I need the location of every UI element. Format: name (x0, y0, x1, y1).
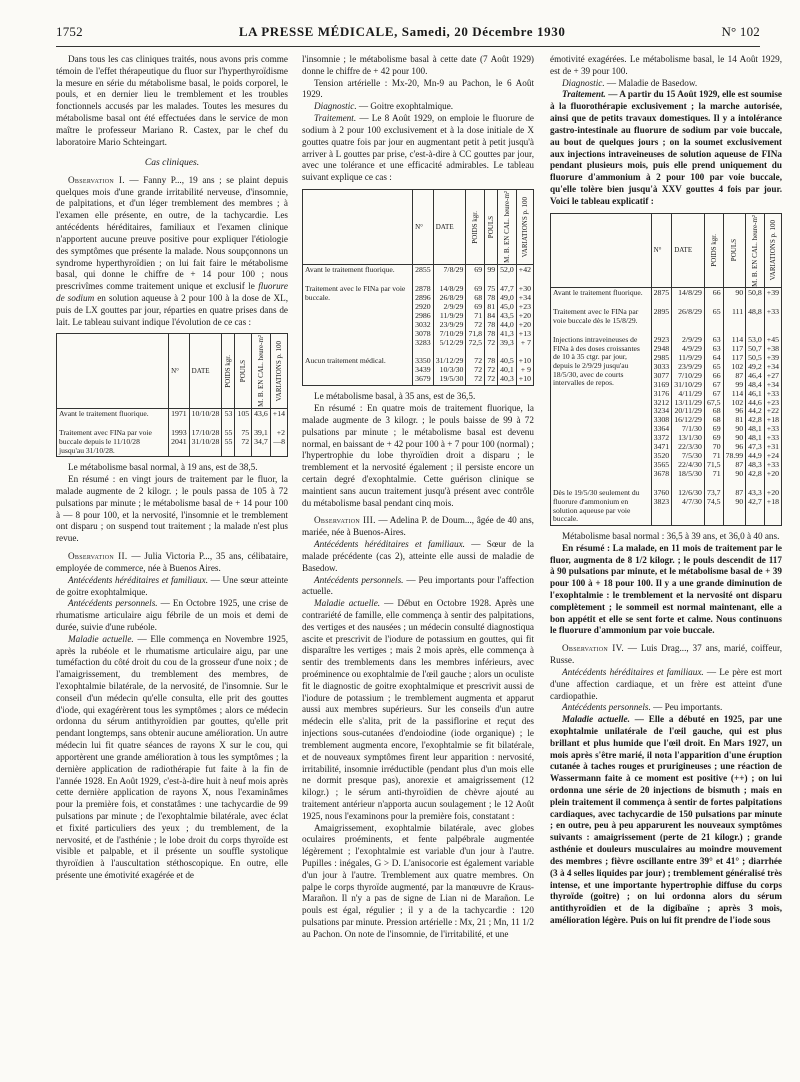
table-cell: 43,6 (252, 409, 271, 420)
obs-emphasis: fluorure de sodium (56, 281, 288, 303)
table-cell: 90 (723, 288, 746, 299)
table-row (551, 335, 782, 480)
table-row-gap (551, 299, 782, 307)
table-gap-cell (746, 480, 765, 488)
intro-paragraph: Dans tous les cas cliniques traités, nous avons pris comme témoin de l'effet thérapeutique du fluor sur l'hyperthyroïdisme la mesure en série du métabolisme basal, le poids corporel, le pouls, et en dernier lieu le tremblement et les troubles fonctionnels accusés par les malades. Toutes les mesures du métabolisme basal ont été effectuées dans le service de mon maître le professeur Mariano R. Castex, par le chef du laboratoire Mario Schteingart. (56, 54, 288, 147)
table-header: POULS (235, 334, 252, 409)
table-row (551, 488, 782, 525)
table-row-gap (303, 348, 534, 356)
table-gap-cell (516, 276, 533, 284)
obs-text: — Fanny P..., 19 ans ; se plaint depuis quelques mois d'une grande irritabilité nerveuse, d'insomnie, de palpitations, et d'un léger tremblement des membres ; à l'examen elle présente, en outre, de la tachycardie. Les antécédents héréditaires, familiaux et l'examen clinique n'apportent aucune preuve positive pour expliquer l'étiologie des symptômes que présente la malade. Nous soupçonnons un syndrome hyperthyroïdien ; on lui fait faire le métabolisme basal, qui donne le chiffre de + 14 pour 100 ; nous prescrivîmes comme traitement unique et exclusif le (56, 174, 289, 292)
table-gap-cell (651, 299, 672, 307)
table-gap-cell (551, 299, 652, 307)
table-header-blank (57, 334, 169, 409)
obs2-personal (56, 598, 288, 633)
table-row (303, 356, 534, 385)
table-gap-cell (413, 348, 434, 356)
table-cell: +45 +38 +39 +34 +27 +34 +33 +23 +22 +18 +33 +33 +31 +24 +33 +20 (764, 335, 781, 480)
obs3-continued: émotivité exagérées. Le métabolisme basal, le 14 Août 1929, est de + 39 pour 100. (550, 54, 782, 76)
table-cell: 111 (723, 307, 746, 326)
subheading: Maladie actuelle. (562, 714, 630, 725)
table-cell: 63 63 64 65 66 67 67 67,5 68 68 69 69 70 71 71,5 71 (704, 335, 723, 480)
issue-number: N° 102 (721, 24, 760, 39)
table-cell: 53 (222, 409, 235, 420)
row-label: Traitement avec FINa par voie buccale depuis le 11/10/28 jusqu'au 31/10/28. (57, 428, 169, 457)
t3-note: Métabolisme basal normal : 36,5 à 39 ans, et 36,0 à 40 ans. (562, 530, 780, 541)
table-header: N° (413, 189, 434, 264)
obs3-exam: Amaigrissement, exophtalmie bilatérale, avec globes oculaires proéminents, et fente palpébrale augmentée légèrement ; l'exophtalmie est variable d'un jour à l'autre. Pupilles : inégales, G > D. L'anisocorie est également variable d'un jour à l'autre. Tremblement aux quatre membres. On palpe le corps thyroïde augmenté, par la manœuvre de Kraus-Marañon. Il n'y a pas de signe de Lian ni de Marañon. Le pouls est égal, régulier ; il y a de la tachycardie : 120 pulsations par minute. Pression artérielle : Mx, 21 ; Mn, 11 1/2 au Pachon. On note de l'insomnie, de l'irritabilité, et une (302, 822, 534, 939)
observation-1 (56, 175, 288, 329)
table-cell: 53,0 50,7 50,5 49,2 46,4 48,4 46,1 44,6 44,2 42,8 48,1 48,1 47,3 44,9 48,3 42,8 (746, 335, 765, 480)
table-gap-cell (704, 480, 723, 488)
table-gap-cell (672, 480, 705, 488)
obs3-diagnosis (550, 78, 782, 90)
table-cell: 10/10/28 (189, 409, 222, 420)
journal-title: LA PRESSE MÉDICALE, Samedi, 20 Décembre 1930 (238, 24, 566, 39)
table-cell: 26/8/29 (672, 307, 705, 326)
table-header: POIDS kgr. (704, 213, 723, 288)
table-cell: +10 + 9 +10 (516, 356, 533, 385)
table-cell: 39,1 34,7 (252, 428, 271, 457)
table-row (57, 409, 288, 420)
table-header: VARIATIONS p. 100 (516, 189, 533, 264)
table-header: M. B. EN CAL. heure-m² (746, 213, 765, 288)
table-gap-cell (235, 420, 252, 428)
table-cell: 55 55 (222, 428, 235, 457)
table-cell: +39 (764, 288, 781, 299)
obs-text: — Julia Victoria P..., 35 ans, célibataire, employée de commerce, née à Buenos Aires. (56, 551, 288, 573)
table-header: DATE (189, 334, 222, 409)
table-cell: 87 90 (723, 488, 746, 525)
table-row-gap (551, 327, 782, 335)
obs2-diagnosis (302, 101, 534, 113)
subheading: Antécédents personnels. (314, 574, 404, 585)
subtext: — En Octobre 1925, une crise de rhumatisme articulaire aigu fébrile de un mois et demi de durée, suivie d'une rubéole. (56, 598, 288, 632)
table-gap-cell (169, 420, 190, 428)
table-cell: 75 78 81 84 78 78 72 (485, 284, 498, 349)
table-gap-cell (433, 348, 466, 356)
table-gap-cell (723, 299, 746, 307)
table-row (303, 284, 534, 349)
table-cell: 17/10/28 31/10/28 (189, 428, 222, 457)
row-label: Injections intraveineuses de FINa à des doses croissantes de 10 à 35 ctgr. par jour, depuis le 2/9/29 jusqu'au 18/5/30, avec de courts intervalles de repos. (551, 335, 652, 480)
subheading: Diagnostic. (314, 101, 357, 112)
table-cell: 75 72 (235, 428, 252, 457)
table-row (57, 428, 288, 457)
table-cell: 47,7 49,0 45,0 43,5 44,0 41,3 39,3 (498, 284, 517, 349)
table-cell: 52,0 (498, 264, 517, 275)
table-row (551, 307, 782, 326)
table-gap-cell (723, 480, 746, 488)
subheading: Traitement. (314, 113, 357, 124)
table-cell: 3760 3823 (651, 488, 672, 525)
table-gap-cell (746, 327, 765, 335)
table-header: DATE (433, 189, 466, 264)
subheading: Maladie actuelle. (314, 598, 381, 609)
table-gap-cell (189, 420, 222, 428)
table-cell: 65 (704, 307, 723, 326)
table-gap-cell (498, 348, 517, 356)
obs2-treatment (302, 113, 534, 184)
column-2 (302, 54, 534, 941)
table-header: VARIATIONS p. 100 (764, 213, 781, 288)
page-header (56, 24, 760, 47)
obs2-tension: Tension artérielle : Mx-20, Mn-9 au Pachon, le 6 Août 1929. (302, 77, 534, 100)
table-cell: 114 117 117 102 87 99 114 102 96 81 90 90 96 78.99 87 90 (723, 335, 746, 480)
subtext: — Le 8 Août 1929, on emploie le fluorure de sodium à 2 pour 100 exclusivement et à la dose initiale de X gouttes quatre fois par jour en augmentant petit à petit jusqu'à arriver à L gouttes par prise, c'est-à-dire à CC gouttes par jour, avec une tolérance et une efficacité admirables. Le tableau suivant explique ce cas : (302, 113, 534, 183)
subtext: — Le père est mort d'une affection cardiaque, et un frère est atteint d'une cardiopathie. (550, 666, 782, 701)
obs2-illness (56, 634, 288, 882)
table-gap-cell (222, 420, 235, 428)
obs-label: Observation IV. (562, 643, 624, 654)
table-cell: 105 (235, 409, 252, 420)
table-gap-cell (252, 420, 271, 428)
subtext: — Elle commença en Novembre 1925, après la rubéole et le rhumatisme articulaire aigu, par une tuméfaction du côté droit du cou de la grosseur d'une noix ; de l'amaigrissement, du tremblement des membres, de l'exophtalmie bilatérale, de la nervosité, de l'insomnie. Sur le conseil d'un médecin qu'elle consulta, elle prit des gouttes d'iode, qui exagérèrent tous les symptômes ; alors ce médecin ordonna du sérum antithyroïdien par gouttes, qu'elle prit pendant longtemps, sans obtenir aucune amélioration. Un autre médecin lui fit quatre séances de rayons X sur le cou, qui apportèrent une grande amélioration à tous les symptômes ; la dernière application de radiothérapie fut faite à la fin de l'année 1928. En Août 1929, c'est-à-dire huit à neuf mois après cette dernière application de rayons X, nous l'examinâmes pour la première fois, et constatâmes : une tachycardie de 99 pulsations par minute ; de l'exophtalmie bilatérale, avec éclat et fixité particuliers des yeux ; du tremblement, de la nervosité, et de l'asthénie ; le lobe droit du corps thyroïde est visible et palpable, et il présente un souffle systolique thyroïdien à l'auscultation stéthoscopique. En outre, elle présente une émotivité exagérée et de (56, 633, 288, 881)
table-gap-cell (433, 276, 466, 284)
subtext: — Elle a débuté en 1925, par une exophtalmie unilatérale de l'œil gauche, qui est plus brillant et plus humide que l'œil droit. En Mars 1927, un mois après s'être marié, il nota l'apparition d'une éruption cutanée à taches rouges et prurigineuses ; une réaction de Wassermann faite à ce moment est positive (++) ; on lui ordonna une série de 20 injections de bismuth ; mais en plein traitement il commença à sentir de fortes palpitations cardiaques, avec tachycardie de 150 pulsations par minute ; en outre, peu à peu apparurent les nouveaux symptômes suivants : amaigrissement (perte de 21 kilogr.) ; grande asthénie et douleurs musculaires au moindre mouvement des membres ; fièvre oscillante entre 39° et 41° ; diarrhée (3 à 4 selles liquides par jour) ; tremblement généralisé très intense, et une importante hypertrophie diffuse du corps thyroïde (goitre) ; on lui ordonna alors du sérum antithyroïdien et de la digibaïne ; après 3 mois, amélioration légère. Puis on lui fit prendre de l'iode sous (550, 714, 782, 925)
table-row-gap (303, 276, 534, 284)
table-cell: 14/8/29 26/8/29 2/9/29 11/9/29 23/9/29 7/10/29 5/12/29 (433, 284, 466, 349)
section-title: Cas cliniques. (144, 156, 200, 168)
table-header: DATE (672, 213, 705, 288)
table-gap-cell (485, 348, 498, 356)
table-cell: +30 +34 +23 +20 +20 +13 + 7 (516, 284, 533, 349)
obs3-treatment (550, 89, 782, 207)
table-cell: 31/12/29 10/3/30 19/5/30 (433, 356, 466, 385)
table-gap-cell (466, 348, 485, 356)
table-gap-cell (746, 299, 765, 307)
column-3 (550, 54, 782, 927)
table-cell: 2895 (651, 307, 672, 326)
obs4-hereditary (550, 667, 782, 702)
subheading: Traitement. (562, 89, 606, 100)
page-number: 1752 (56, 24, 83, 39)
table-gap-cell (303, 276, 413, 284)
table-cell: 2875 (651, 288, 672, 299)
obs3-illness (302, 598, 534, 822)
column-1 (56, 54, 288, 882)
obs-label: Observation II. (68, 551, 128, 562)
table-cell: 2923 2948 2985 3033 3077 3169 3176 3212 3234 3308 3364 3372 3471 3520 3565 3678 (651, 335, 672, 480)
row-label: Traitement avec le FINa par voie buccale dès le 15/8/29. (551, 307, 652, 326)
table-gap-cell (764, 480, 781, 488)
table-cell: 1993 2041 (169, 428, 190, 457)
table-header: POIDS kgr. (466, 189, 485, 264)
table-cell: 40,5 40,1 40,3 (498, 356, 517, 385)
table-header-blank (551, 213, 652, 288)
t2-summary: En résumé : En quatre mois de traitement fluorique, la malade augmente de 3 kilogr. ; le pouls baisse de 99 à 72 pulsations par minute ; le métabolisme basal est devenu normal, en baissant de + 42 pour 100 à + 7 pour 100 (normal) ; l'hypertrophie du lobe thyroïdien droit a disparu ; le tremblement et la nervosité également ; il persiste encore un certain degré d'exophtalmie. Cette guérison clinique se maintient sans aucun traitement jusqu'à présent avec contrôle du métabolisme basal pendant cinq mois. (302, 403, 534, 508)
table-gap-cell (764, 327, 781, 335)
table-header: M. B. EN CAL. heure-m² (498, 189, 517, 264)
subtext: — Début en Octobre 1928. Après une contrariété de famille, elle commença à sentir des palpitations, des vertiges et des nausées ; un médecin consulté diagnostiqua ascite et prescrivit de l'iodure de potassium en gouttes, qui fit disparaître les vertiges ; mais 2 mois après, elle commença à sentir des tremblements dans les membres inférieurs, avec proéminence ou exophtalmie de l'œil gauche ; alors un oculiste fit le diagnostic de goitre exophtalmique et prescrivit aussi de l'iodure de potassium ; le tremblement augmenta et apparut aussi aux membres supérieurs. Sur les conseils d'un autre médecin elle s'alita, prit de la passiflorine et reçut des injections sous-cutanées d'endoiodine (iode organique) ; le tremblement augmenta encore, l'exophtalmie se fit bilatérale, et de nouveaux symptômes firent leur apparition : nervosité, irritabilité, insomnie irréductible (pendant plus d'un mois elle ne dormit presque pas), anorexie et amaigrissement (12 kilogr.) ; le sérum anti-thyroïdien de chèvre ajouté au traitement antérieur n'apporta aucun soulagement ; le 12 Août 1925, nous l'examinons pour la première fois, constatant : (302, 598, 534, 821)
table-cell: 12/6/30 4/7/30 (672, 488, 705, 525)
table-header: N° (169, 334, 190, 409)
table-gap-cell (516, 348, 533, 356)
table-cell: 14/8/29 (672, 288, 705, 299)
table-cell: +14 (270, 409, 287, 420)
subheading: Diagnostic. (562, 77, 605, 88)
t1-note: Le métabolisme basal normal, à 19 ans, est de 38,5. (68, 462, 258, 473)
table-cell: +20 +18 (764, 488, 781, 525)
table-cell: 7/8/29 (433, 264, 466, 275)
subheading: Maladie actuelle. (68, 633, 134, 644)
table-gap-cell (704, 327, 723, 335)
table-gap-cell (485, 276, 498, 284)
observation-3 (302, 515, 534, 539)
table-header: POULS (723, 213, 746, 288)
obs-label: Observation III. (314, 515, 376, 526)
t2-note: Le métabolisme basal, à 35 ans, est de 36,5. (314, 391, 476, 402)
obs2-hereditary (56, 575, 288, 599)
table-row-gap (57, 420, 288, 428)
table-observation-3 (550, 213, 782, 526)
subtext: — Une sœur atteinte de goitre exophtalmique. (56, 574, 288, 597)
table-gap-cell (498, 276, 517, 284)
table-cell: 50,8 (746, 288, 765, 299)
obs3-personal (302, 575, 534, 599)
table-observation-2 (302, 189, 534, 386)
t1-summary: En résumé : en vingt jours de traitement par le fluor, la malade augmente de 2 kilogr. ; le pouls passa de 105 à 72 pulsations par minute ; le métabolisme basal de + 14 pour 100 à — 8 pour 100, et la nervosité, l'insomnie et le tremblement ont disparu ; on suspend tout traitement ; la malade n'est plus revue. (56, 474, 288, 544)
t3-summary: En résumé : La malade, en 11 mois de traitement par le fluor, augmenta de 8 1/2 kilogr. ; le pouls descendit de 117 à 90 pulsations par minute, et le métabolisme basal de + 39 pour 100 à + 18 pour 100. Il y a une grande diminution de l'exophtalmie : le tremblement et la nervosité ont disparu complètement ; le sommeil est normal maintenant, elle a bon appétit et elle se sent forte et calme. Nous continuons le fluorure d'ammonium par voie buccale. (550, 542, 782, 636)
obs2-continued: l'insomnie ; le métabolisme basal à cette date (7 Août 1929) donne le chiffre de + 42 pour 100. (302, 54, 534, 76)
table-cell: 2878 2896 2920 2986 3032 3078 3283 (413, 284, 434, 349)
table-cell: 69 68 69 71 72 71,8 72,5 (466, 284, 485, 349)
subheading: Antécédents héréditaires et familiaux. (314, 539, 465, 550)
row-label: Avant le traitement fluorique. (551, 288, 652, 299)
table-cell: +33 (764, 307, 781, 326)
row-label: Traitement avec le FINa par voie buccale. (303, 284, 413, 349)
table-cell: +42 (516, 264, 533, 275)
table-header: M. B. EN CAL. heure-m² (252, 334, 271, 409)
subheading: Antécédents héréditaires et familiaux. (562, 666, 704, 677)
table-gap-cell (303, 348, 413, 356)
table-cell: +2 —8 (270, 428, 287, 457)
table-cell: 43,3 42,7 (746, 488, 765, 525)
table-gap-cell (551, 327, 652, 335)
obs-text: en solution aqueuse à 2 pour 100 à la dose de XL, puis de LX gouttes par jour, réparties en quatre prises dans de lait. Le tableau suivant indique l'évolution de ce cas : (56, 292, 289, 327)
table-header: POIDS kgr. (222, 334, 235, 409)
table-cell: 1971 (169, 409, 190, 420)
observation-2 (56, 551, 288, 575)
table-row (303, 264, 534, 275)
table-cell: 69 (466, 264, 485, 275)
subheading: Antécédents personnels. (562, 702, 651, 713)
row-label: Avant le traitement fluorique. (303, 264, 413, 275)
table-cell: 2/9/29 4/9/29 11/9/29 23/9/29 7/10/29 31/10/29 4/11/29 13/11/29 20/11/29 16/12/29 7/1/30 13/1/30 22/3/30 7/5/30 22/4/30 18/5/30 (672, 335, 705, 480)
table-cell: 48,8 (746, 307, 765, 326)
table-row (551, 288, 782, 299)
table-gap-cell (651, 480, 672, 488)
subtext: — Peu importants pour l'affection actuelle. (302, 574, 535, 597)
table-cell: 66 (704, 288, 723, 299)
table-gap-cell (551, 480, 652, 488)
table-header-blank (303, 189, 413, 264)
table-header: POULS (485, 189, 498, 264)
subtext: — Sœur de la malade précédente (cas 2), atteinte elle aussi de maladie de Basedow. (302, 539, 535, 573)
subtext: — Peu importants. (650, 702, 723, 713)
table-gap-cell (270, 420, 287, 428)
table-header: N° (651, 213, 672, 288)
table-cell: 3350 3439 3679 (413, 356, 434, 385)
table-row-gap (551, 480, 782, 488)
table-gap-cell (57, 420, 169, 428)
subheading: Antécédents héréditaires et familiaux. (68, 574, 209, 585)
table-gap-cell (413, 276, 434, 284)
obs-label: Observation I. (68, 174, 125, 185)
table-gap-cell (672, 299, 705, 307)
table-cell: 72 72 72 (466, 356, 485, 385)
table-header: VARIATIONS p. 100 (270, 334, 287, 409)
row-label: Avant le traitement fluorique. (57, 409, 169, 420)
table-gap-cell (466, 276, 485, 284)
table-gap-cell (723, 327, 746, 335)
observation-4 (550, 643, 782, 667)
table-observation-1 (56, 333, 288, 457)
obs4-illness (550, 714, 782, 927)
table-gap-cell (651, 327, 672, 335)
obs-text: — Luis Drag..., 37 ans, marié, coiffeur, Russe. (550, 643, 782, 666)
table-cell: 2855 (413, 264, 434, 275)
table-cell: 73,7 74,5 (704, 488, 723, 525)
obs4-personal (550, 702, 782, 714)
row-label: Aucun traitement médical. (303, 356, 413, 385)
row-label: Dès le 19/5/30 seulement du fluorure d'ammonium en solution aqueuse par voie buccale. (551, 488, 652, 525)
subtext: — Maladie de Basedow. (604, 77, 698, 88)
table-gap-cell (764, 299, 781, 307)
table-cell: 99 (485, 264, 498, 275)
obs3-hereditary (302, 539, 534, 574)
subtext: — A partir du 15 Août 1929, elle est soumise à la fluorothérapie exclusivement ; la marche autorisée, ainsi que de petits travaux domestiques. Il y a intolérance gastro-intestinale au fluorure de sodium par voie buccale, au bout de quelques jours ; on la soumet exclusivement aux injections intraveineuses de solution aqueuse de FINa pendant plusieurs mois, puis elle prend uniquement du fluorure d'ammonium à 2 pour 100 par voie buccale, qu'elle tolère bien jusqu'à XXV gouttes 4 fois par jour. Voici le tableau explicatif : (550, 89, 782, 206)
table-cell: 78 72 72 (485, 356, 498, 385)
subtext: — Goitre exophtalmique. (356, 101, 454, 112)
table-gap-cell (704, 299, 723, 307)
subheading: Antécédents personnels. (68, 598, 158, 609)
obs-text: — Adelina P. de Doum..., âgée de 40 ans, mariée, née à Buenos-Aires. (302, 515, 534, 538)
table-gap-cell (672, 327, 705, 335)
